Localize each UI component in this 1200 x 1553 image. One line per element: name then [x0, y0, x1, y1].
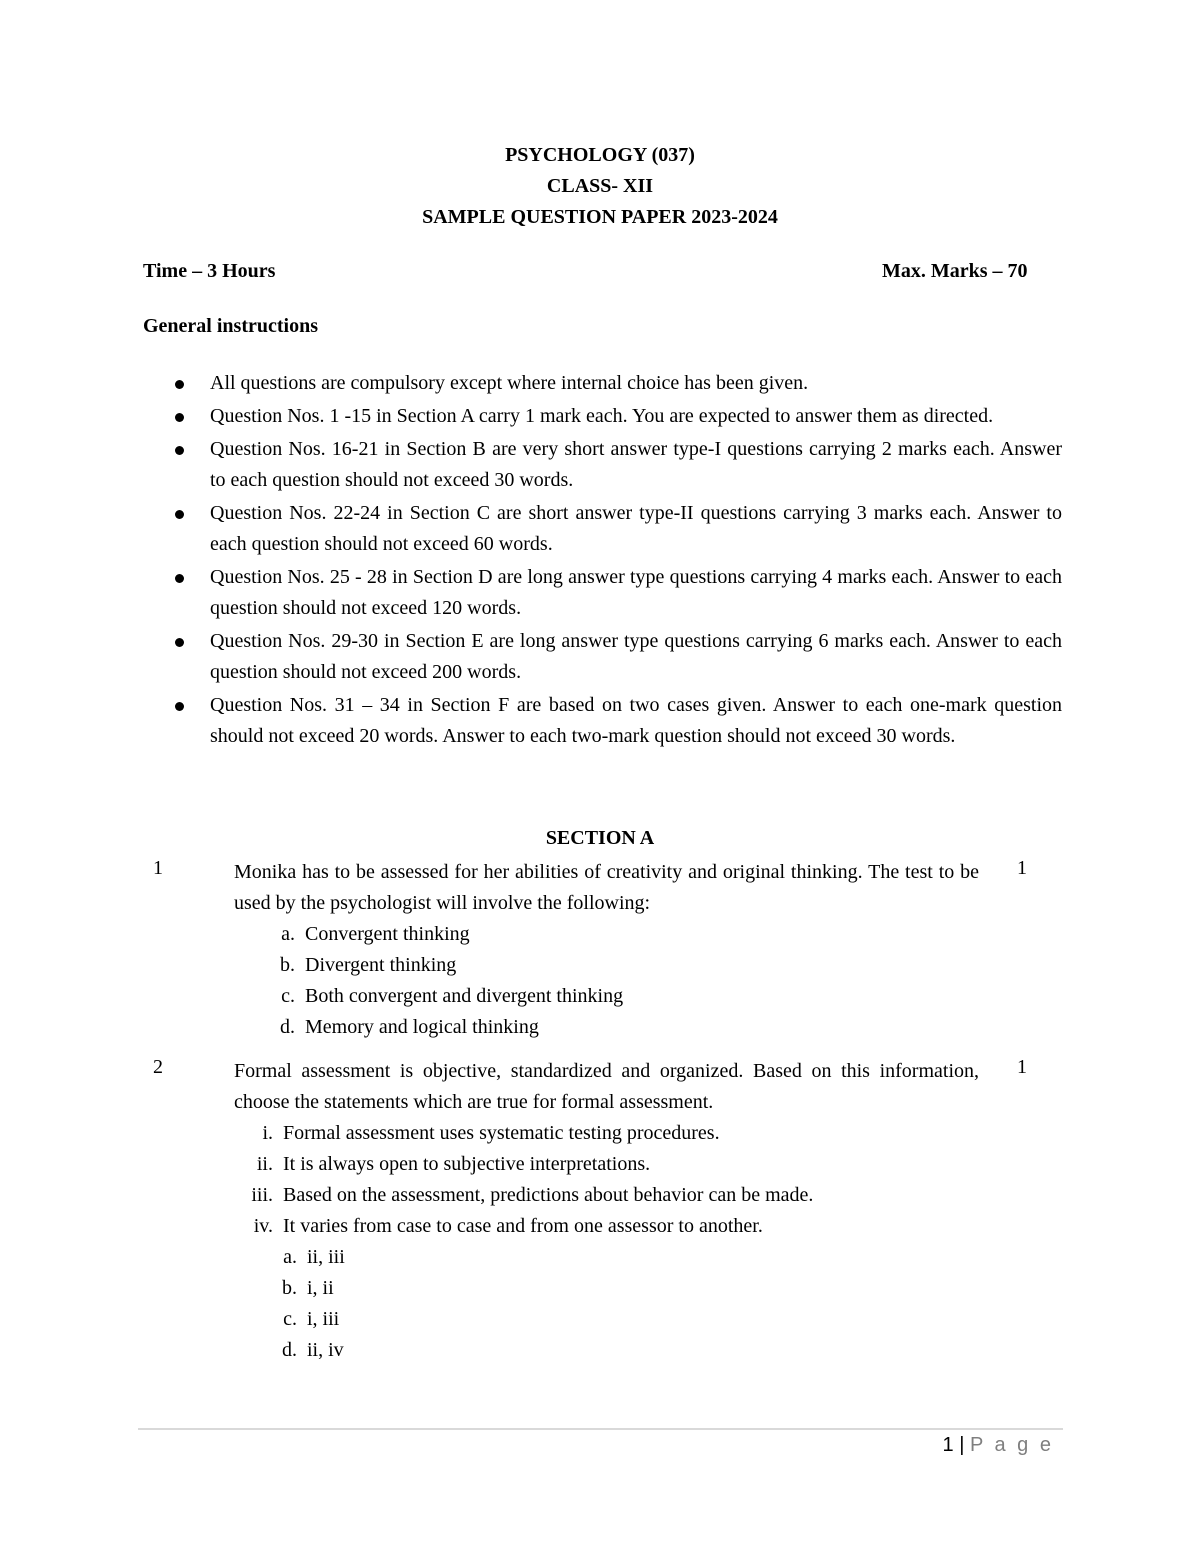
- instruction-item: Question Nos. 31 – 34 in Section F are based on two cases given. Answer to each one-mark question should not exceed 20 words. Answer to each two-mark question should not exceed 30 words.: [172, 690, 1062, 752]
- options-list: [282, 1242, 345, 1366]
- class-title: CLASS- XII: [546, 175, 654, 197]
- time-label: Time – 3 Hours: [143, 260, 276, 282]
- bullet-icon: [175, 574, 184, 583]
- instructions-list: [172, 368, 1062, 754]
- question-number: 2: [153, 1056, 163, 1078]
- question-text: Formal assessment is objective, standardized and organized. Based on this information, choose the statements which are true for formal assessment.: [234, 1060, 979, 1113]
- statement-item: i. Formal assessment uses systematic testing procedures.: [262, 1122, 720, 1144]
- instruction-item: Question Nos. 25 - 28 in Section D are long answer type questions carrying 4 marks each. Answer to each question should not exceed 120 words.: [172, 562, 1062, 624]
- option-item: a. ii, iii: [283, 1246, 345, 1268]
- statements-list: [251, 1118, 814, 1242]
- instruction-item: Question Nos. 22-24 in Section C are short answer type-II questions carrying 3 marks each. Answer to each question should not exceed 60 words.: [172, 498, 1062, 560]
- bullet-icon: [175, 510, 184, 519]
- instruction-item: Question Nos. 16-21 in Section B are very short answer type-I questions carrying 2 marks each. Answer to each question should not exceed 30 words.: [172, 434, 1062, 496]
- question-marks: 1: [1017, 857, 1027, 879]
- statement-item: ii. It is always open to subjective interpretations.: [256, 1153, 651, 1175]
- page-number: 1: [942, 1434, 954, 1456]
- statement-item: iv. It varies from case to case and from one assessor to another.: [253, 1215, 763, 1237]
- option-item: c. i, iii: [283, 1308, 340, 1330]
- question-marks: 1: [1017, 1056, 1027, 1078]
- option-item: b. Divergent thinking: [280, 954, 457, 976]
- bullet-icon: [175, 638, 184, 647]
- page-label: P a g e: [969, 1434, 1054, 1456]
- instruction-item: Question Nos. 1 -15 in Section A carry 1 mark each. You are expected to answer them as directed.: [172, 401, 1062, 432]
- subject-title: PSYCHOLOGY (037): [505, 144, 695, 166]
- question-number: 1: [153, 857, 163, 879]
- bullet-icon: [175, 446, 184, 455]
- footer-divider: [138, 1428, 1063, 1430]
- instructions-heading: General instructions: [143, 315, 318, 337]
- footer-separator: |: [959, 1434, 965, 1456]
- option-item: d. ii, iv: [282, 1339, 344, 1361]
- paper-title: SAMPLE QUESTION PAPER 2023-2024: [422, 206, 778, 228]
- statement-item: iii. Based on the assessment, predictions about behavior can be made.: [251, 1184, 814, 1206]
- bullet-icon: [175, 380, 184, 389]
- option-item: c. Both convergent and divergent thinking: [281, 985, 624, 1007]
- question-text: Monika has to be assessed for her abilities of creativity and original thinking. The test to be used by the psychologist will involve the following:: [234, 861, 979, 914]
- page-footer: [943, 1434, 1054, 1457]
- option-item: b. i, ii: [282, 1277, 334, 1299]
- bullet-icon: [175, 413, 184, 422]
- section-a-heading: SECTION A: [545, 827, 655, 849]
- option-item: d. Memory and logical thinking: [280, 1016, 539, 1038]
- bullet-icon: [175, 702, 184, 711]
- instruction-item: All questions are compulsory except where internal choice has been given.: [172, 368, 1062, 399]
- max-marks-label: Max. Marks – 70: [882, 260, 1028, 282]
- option-item: a. Convergent thinking: [281, 923, 470, 945]
- options-list: [280, 919, 624, 1043]
- instruction-item: Question Nos. 29-30 in Section E are long answer type questions carrying 6 marks each. Answer to each question should not exceed 200 words.: [172, 626, 1062, 688]
